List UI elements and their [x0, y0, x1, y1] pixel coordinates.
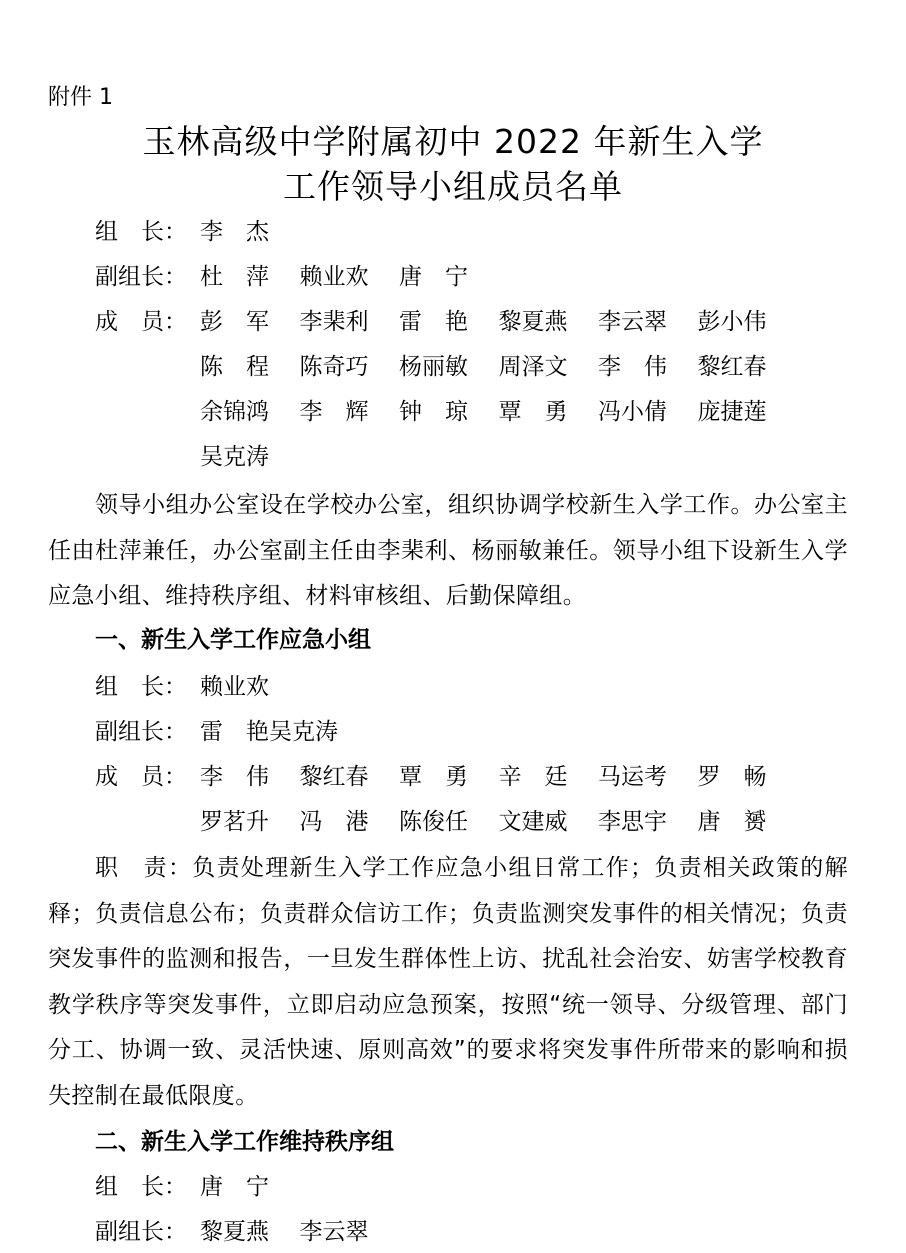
leader-row — [95, 210, 300, 255]
members-label: 成 员： — [95, 764, 187, 790]
person-name: 覃勇 — [498, 399, 591, 425]
document-title-line-2: 工作领导小组成员名单 — [283, 167, 623, 206]
person-name: 陈奇巧 — [299, 354, 369, 380]
person-name: 杜萍 — [200, 264, 292, 290]
leader-names — [200, 210, 300, 255]
member-names — [200, 390, 797, 435]
leader-names — [200, 665, 300, 710]
person-name: 李杰 — [200, 219, 292, 245]
member-names — [200, 345, 797, 390]
members-row — [95, 390, 797, 435]
person-name: 赖业欢 — [299, 264, 369, 290]
member-names — [200, 435, 300, 480]
person-name: 赖业欢 — [200, 674, 269, 700]
person-name: 陈俊任 — [399, 809, 468, 835]
person-name: 黎红春 — [299, 764, 369, 790]
member-names — [200, 300, 797, 345]
s2-deputy-row — [95, 1210, 399, 1253]
person-name: 彭军 — [200, 309, 292, 335]
section-1-duty: 职 责：负责处理新生入学工作应急小组日常工作；负责相关政策的解释；负责信息公布；负责群众信访工作；负责监测突发事件的相关情况；负责突发事件的监测和报告，一旦发生群体性上访、扰乱社会治安、妨害学校教育教学秩序等突发事件，立即启动应急预案，按照“统一领导、分级管理、部门分工、协调一致、灵活快速、原则高效”的要求将突发事件所带来的影响和损失控制在最低限度。 — [48, 855, 848, 1109]
person-name: 黎夏燕 — [200, 1219, 269, 1245]
person-name: 李辉 — [299, 399, 392, 425]
person-name: 冯小倩 — [598, 399, 667, 425]
deputy-names — [200, 1210, 399, 1253]
person-name: 钟琼 — [399, 399, 491, 425]
document-title-line-1: 玉林高级中学附属初中 2022 年新生入学 — [142, 122, 764, 161]
leader-label: 组 长： — [95, 674, 187, 700]
section-1-heading: 一、新生入学工作应急小组 — [95, 627, 371, 653]
deputy-label: 副组长： — [95, 719, 187, 745]
leader-label: 组 长： — [95, 219, 187, 245]
person-name: 周泽文 — [498, 354, 568, 380]
members-label: 成 员： — [95, 309, 187, 335]
deputy-row — [95, 255, 499, 300]
person-name: 李思宇 — [598, 809, 667, 835]
person-name: 余锦鸿 — [200, 399, 269, 425]
attachment-label: 附件 1 — [48, 85, 113, 110]
person-name: 唐宁 — [200, 1174, 292, 1200]
person-name: 冯港 — [299, 809, 392, 835]
person-name: 马运考 — [598, 764, 667, 790]
person-name: 吴克涛 — [200, 444, 269, 470]
person-name: 黎夏燕 — [498, 309, 568, 335]
office-paragraph: 领导小组办公室设在学校办公室，组织协调学校新生入学工作。办公室主任由杜萍兼任，办公室副主任由李棐利、杨丽敏兼任。领导小组下设新生入学应急小组、维持秩序组、材料审核组、后勤保障组。 — [48, 492, 848, 609]
members-row — [95, 435, 300, 480]
person-name: 罗茗升 — [200, 809, 269, 835]
person-name: 辛廷 — [498, 764, 591, 790]
s1-members-row — [95, 755, 797, 800]
member-names — [200, 755, 797, 800]
leader-label: 组 长： — [95, 1174, 187, 1200]
person-name: 覃勇 — [399, 764, 491, 790]
s1-deputy-row — [95, 710, 338, 755]
deputy-names — [200, 255, 499, 300]
deputy-names: 雷 艳吴克涛 — [200, 719, 338, 745]
person-name: 杨丽敏 — [399, 354, 468, 380]
deputy-label: 副组长： — [95, 1219, 187, 1245]
member-names — [200, 800, 797, 845]
members-row — [95, 345, 797, 390]
s1-members-row — [95, 800, 797, 845]
members-row — [95, 300, 797, 345]
section-2-heading: 二、新生入学工作维持秩序组 — [95, 1129, 394, 1155]
s1-leader-row — [95, 665, 300, 710]
person-name: 陈程 — [200, 354, 292, 380]
person-name: 罗畅 — [697, 764, 790, 790]
deputy-label: 副组长： — [95, 264, 187, 290]
s2-leader-row — [95, 1165, 300, 1210]
leader-names — [200, 1165, 300, 1210]
person-name: 唐宁 — [399, 264, 491, 290]
person-name: 李伟 — [200, 764, 292, 790]
person-name: 李云翠 — [598, 309, 667, 335]
person-name: 雷艳 — [399, 309, 491, 335]
person-name: 彭小伟 — [697, 309, 767, 335]
person-name: 唐赟 — [697, 809, 790, 835]
person-name: 李棐利 — [299, 309, 369, 335]
person-name: 李云翠 — [299, 1219, 369, 1245]
person-name: 黎红春 — [697, 354, 767, 380]
person-name: 李伟 — [598, 354, 690, 380]
person-name: 庞捷莲 — [697, 399, 767, 425]
person-name: 文建威 — [498, 809, 568, 835]
